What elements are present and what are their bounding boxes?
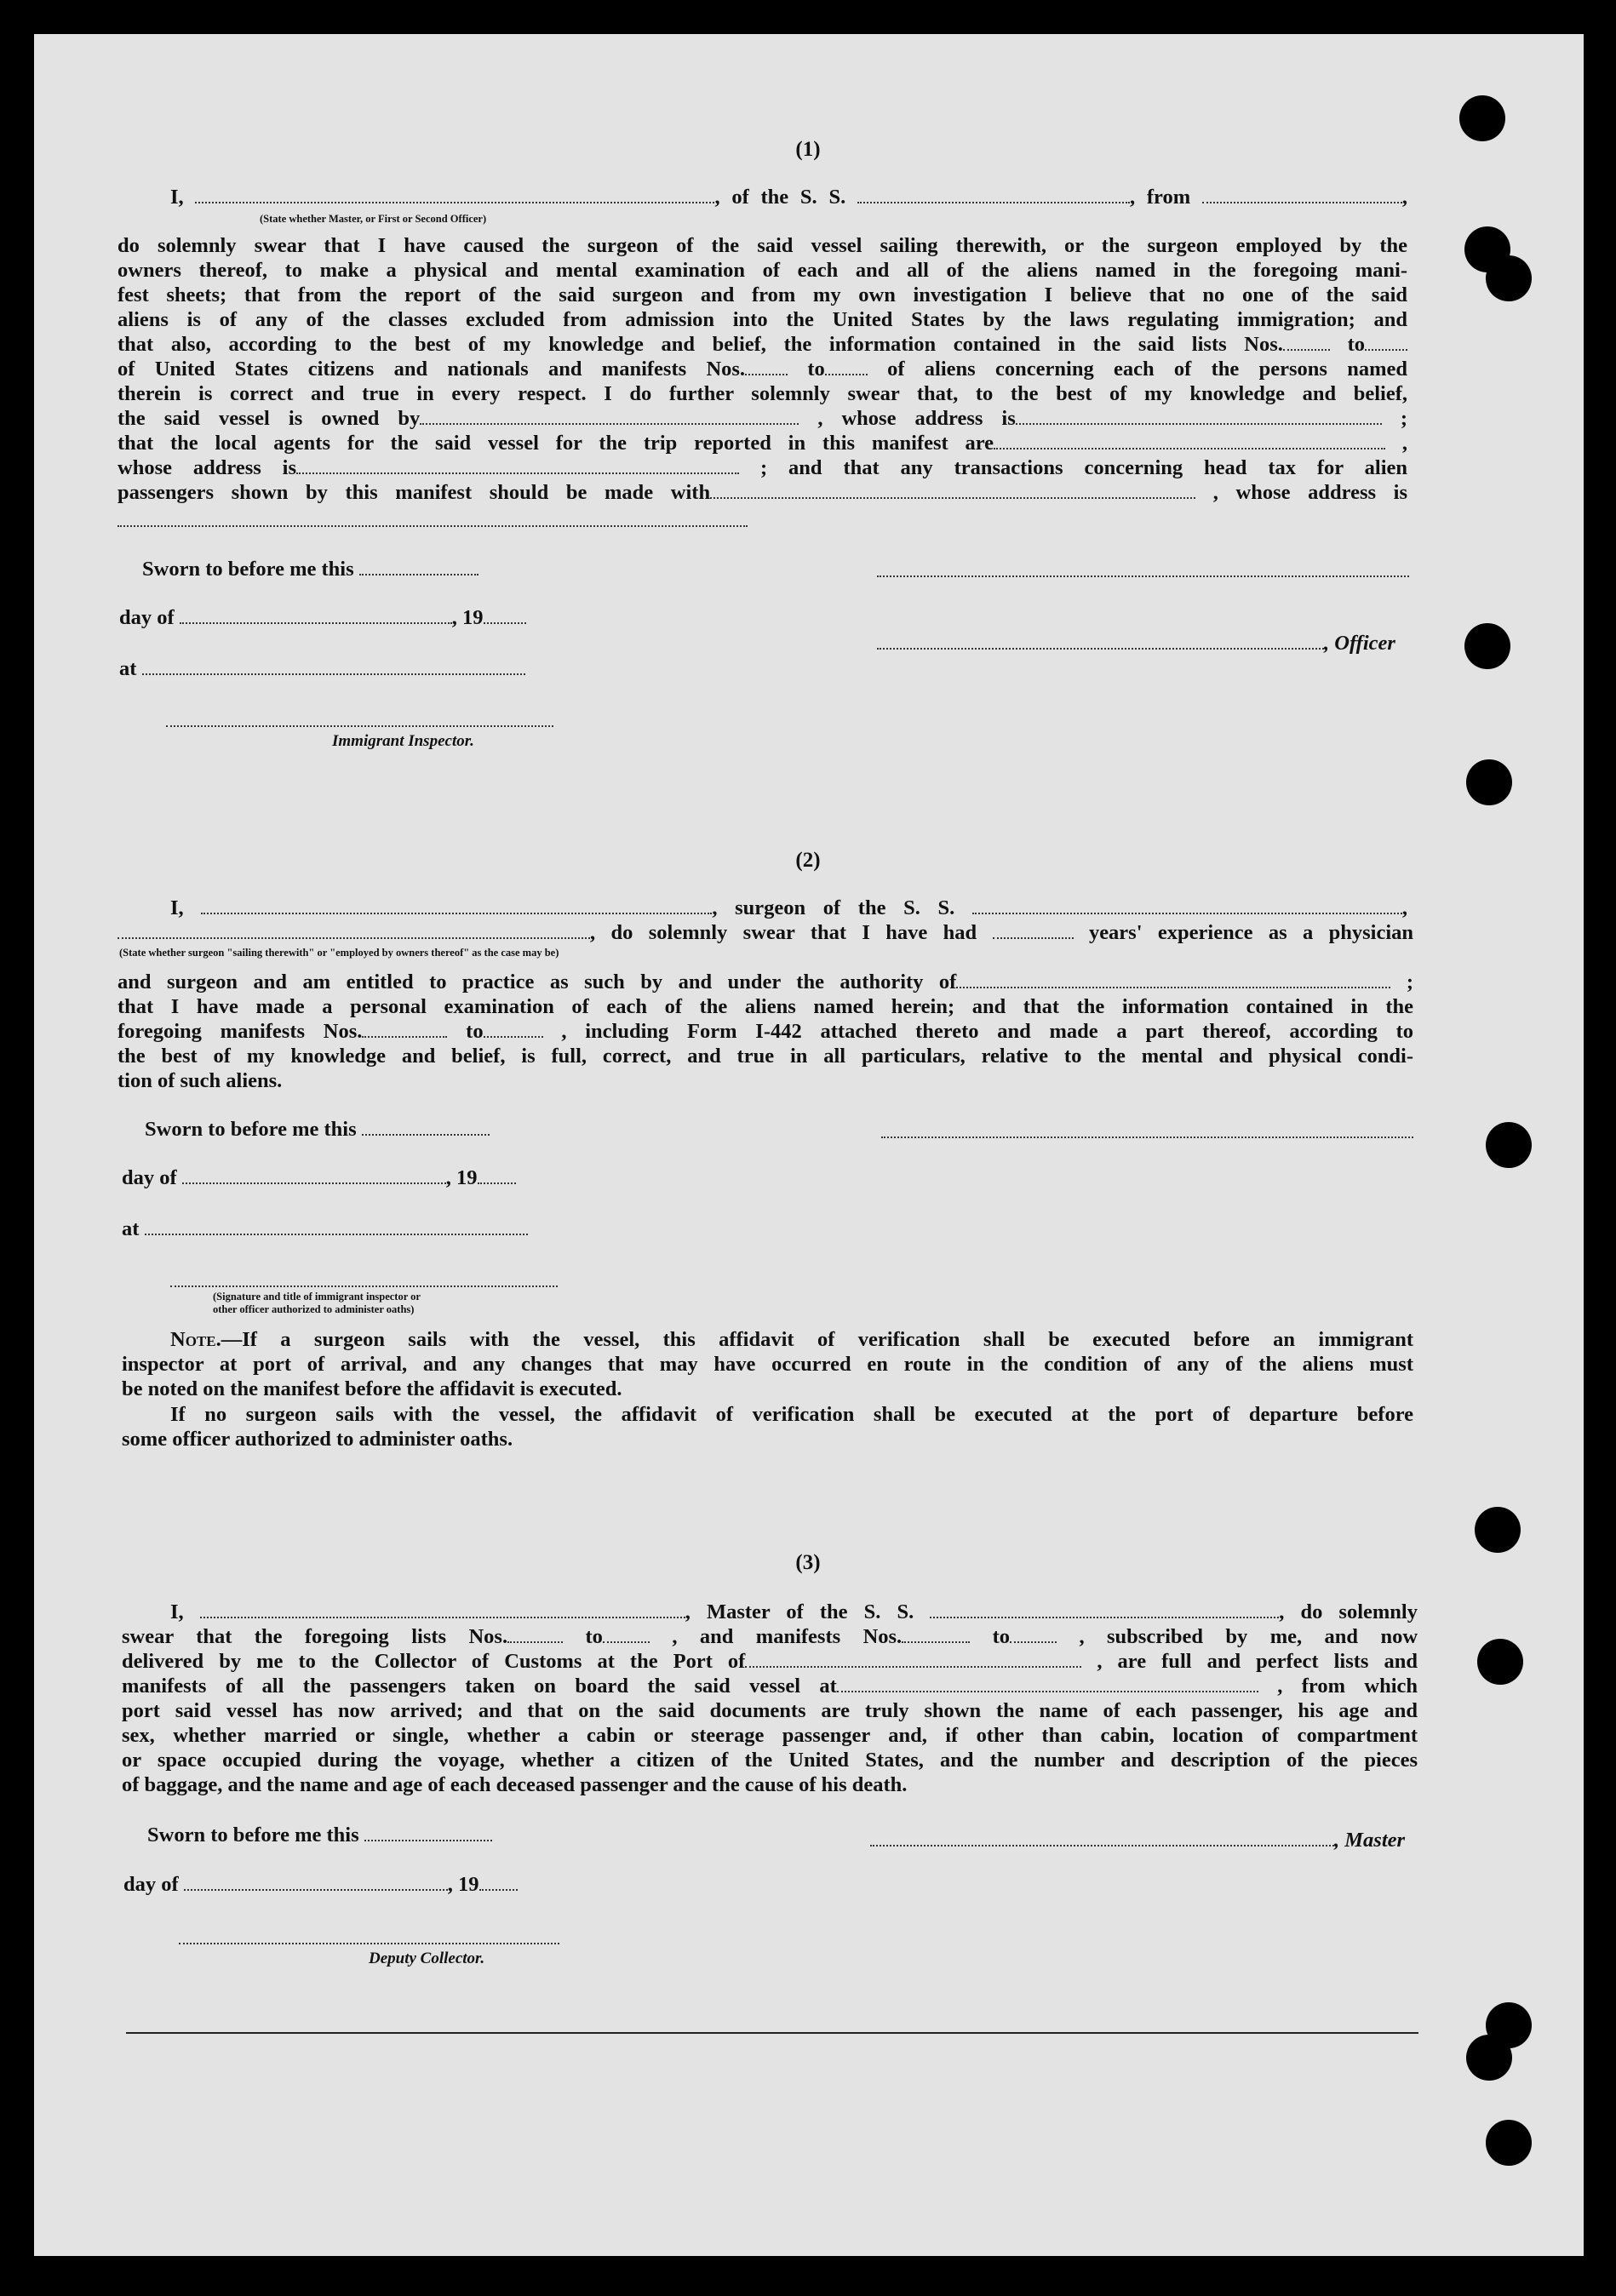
s1-inspector-signature-line: [166, 725, 553, 727]
s1-body-line: fest sheets; that from the report of the said surgeon and from my own investigation I believe that no one of the said: [117, 283, 1407, 306]
punch-hole: [1477, 1639, 1523, 1685]
s1-at: at: [119, 657, 525, 681]
s1-body-line: therein is correct and true in every respect. I do further solemnly swear that, to the best of my knowledge and belief,: [117, 382, 1407, 405]
s3-body-line: sex, whether married or single, whether a cabin or steerage passenger and, if other than cabin, location of compartment: [122, 1724, 1418, 1747]
punch-hole: [1486, 255, 1532, 301]
s1-dayof: day of , 19: [119, 606, 526, 630]
s2-line-2: , do solemnly swear that I have had years' experience as a physician: [117, 921, 1413, 945]
s2-signature-note: other officer authorized to administer oaths): [213, 1303, 415, 1315]
s2-note-line: be noted on the manifest before the affidavit is executed.: [122, 1377, 622, 1400]
s3-line-1: I, , Master of the S. S. , do solemnly: [170, 1600, 1418, 1623]
s1-body-line: do solemnly swear that I have caused the surgeon of the said vessel sailing therewith, or the surgeon employed by the: [117, 234, 1407, 257]
punch-hole: [1486, 2120, 1532, 2166]
s1-body-line: aliens is of any of the classes excluded from admission into the United States by the laws regulating immigration; and: [117, 308, 1407, 331]
s3-body-line: of baggage, and the name and age of each deceased passenger and the cause of his death.: [122, 1773, 908, 1796]
s2-line-5: foregoing manifests Nos. to , including Form I-442 attached thereto and made a part thereof, according to: [117, 1020, 1413, 1043]
s1-line-9: the said vessel is owned by , whose address is ;: [117, 407, 1407, 430]
section-1-number: (1): [795, 138, 821, 161]
s1-inspector-label: Immigrant Inspector.: [332, 732, 474, 750]
punch-hole: [1466, 2035, 1512, 2081]
s3-sworn: Sworn to before me this: [147, 1824, 492, 1847]
punch-hole: [1466, 759, 1512, 805]
s1-line-7: of United States citizens and nationals and manifests Nos. to of aliens concerning each of the persons named: [117, 358, 1407, 381]
s1-line-11: whose address is ; and that any transactions concerning head tax for alien: [117, 456, 1408, 479]
bottom-rule: [126, 2032, 1418, 2034]
s2-at: at: [122, 1217, 528, 1241]
s3-body-line: or space occupied during the voyage, whether a citizen of the United States, and the number and description of the pieces: [122, 1749, 1418, 1772]
s2-note-line: some officer authorized to administer oaths.: [122, 1428, 513, 1451]
punch-hole: [1459, 95, 1505, 141]
s2-note-line-1: Note.—If a surgeon sails with the vessel, this affidavit of verification shall be executed before an immigrant: [170, 1328, 1413, 1351]
s2-note-line: If no surgeon sails with the vessel, the affidavit of verification shall be executed at the port of departure before: [170, 1403, 1413, 1426]
s2-sworn: Sworn to before me this: [145, 1118, 490, 1142]
s1-officer-signature-line: [877, 575, 1409, 577]
s3-line-4: manifests of all the passengers taken on board the said vessel at , from which: [122, 1675, 1418, 1698]
s1-note-officer: (State whether Master, or First or Second Officer): [260, 213, 487, 225]
s2-body-line: tion of such aliens.: [117, 1069, 283, 1092]
s2-note-line: inspector at port of arrival, and any changes that may have occurred en route in the condition of any of the aliens must: [122, 1353, 1413, 1376]
s3-deputy-label: Deputy Collector.: [369, 1950, 485, 1967]
s3-deputy-signature-line: [179, 1943, 559, 1944]
punch-hole: [1464, 623, 1510, 669]
s3-line-3: delivered by me to the Collector of Customs at the Port of , are full and perfect lists and: [122, 1650, 1418, 1673]
s2-body-line: that I have made a personal examination of each of the aliens named herein; and that the information contained in the: [117, 995, 1413, 1018]
s2-officer-signature-line: [881, 1137, 1413, 1138]
s2-body-line: the best of my knowledge and belief, is full, correct, and true in all particulars, relative to the mental and physical condi-: [117, 1045, 1413, 1068]
s3-master: , Master: [870, 1829, 1405, 1852]
section-2-number: (2): [795, 849, 821, 872]
s1-line-12: passengers shown by this manifest should be made with , whose address is: [117, 481, 1408, 504]
s2-line-3: and surgeon and am entitled to practice as such by and under the authority of ;: [117, 971, 1414, 993]
s1-line-1: I, , of the S. S. , from ,: [170, 186, 1407, 209]
punch-hole: [1486, 1122, 1532, 1168]
s1-officer: , Officer: [877, 632, 1395, 656]
s1-line-10: that the local agents for the said vessel for the trip reported in this manifest are ,: [117, 432, 1408, 455]
s2-dayof: day of , 19: [122, 1166, 516, 1190]
s1-body-line: owners thereof, to make a physical and mental examination of each and all of the aliens named in the foregoing mani-: [117, 259, 1407, 282]
s2-signature-note: (Signature and title of immigrant inspector or: [213, 1291, 421, 1303]
s1-sworn: Sworn to before me this: [142, 558, 478, 581]
section-3-number: (3): [795, 1551, 821, 1574]
s3-line-2: swear that the foregoing lists Nos. to , and manifests Nos. to , subscribed by me, and now: [122, 1625, 1418, 1648]
s1-address-continuation-line: [117, 525, 748, 527]
s1-line-6: that also, according to the best of my knowledge and belief, the information contained in the said lists Nos. to: [117, 333, 1407, 357]
s2-note-surgeon: (State whether surgeon "sailing therewith" or "employed by owners thereof" as the case may be): [119, 947, 559, 959]
s3-body-line: port said vessel has now arrived; and that on the said documents are truly shown the name of each passenger, his age and: [122, 1699, 1418, 1722]
s2-signature-line: [170, 1285, 558, 1287]
s3-dayof: day of , 19: [123, 1873, 518, 1897]
s2-line-1: I, , surgeon of the S. S. ,: [170, 896, 1407, 919]
punch-hole: [1475, 1507, 1521, 1553]
